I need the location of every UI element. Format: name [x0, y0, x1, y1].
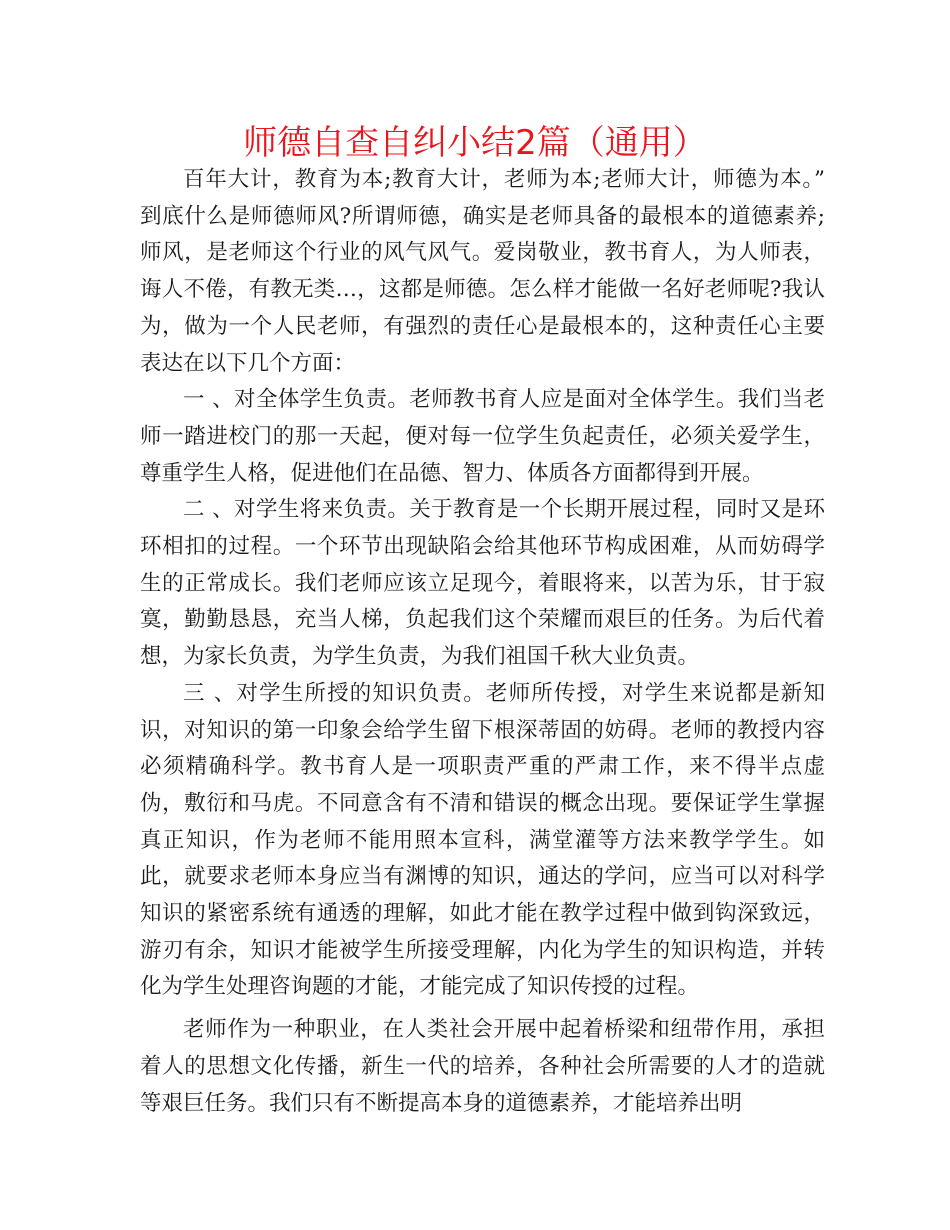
document-title: 师德自查自纠小结2篇（通用）: [243, 123, 707, 163]
paragraph-closing: 老师作为一种职业，在人类社会开展中起着桥梁和纽带作用，承担着人的思想文化传播，新生一代的培养，各种社会所需要的人才的造就等艰巨任务。我们只有不断提高本身的道德素养，才能培养出明: [140, 1017, 825, 1116]
document-body: [140, 162, 825, 1122]
paragraph-point-3: 三 、对学生所授的知识负责。老师所传授，对学生来说都是新知识，对知识的第一印象会给学生留下根深蒂固的妨碍。老师的教授内容必须精确科学。教书育人是一项职责严重的严肃工作，来不得半点虚伪，敷衍和马虎。不同意含有不清和错误的概念出现。要保证学生掌握真正知识，作为老师不能用照本宣科，满堂灌等方法来教学学生。如此，就要求老师本身应当有渊博的知识，通达的学问，应当可以对科学知识的紧密系统有通透的理解，如此才能在教学过程中做到钩深致远，游刃有余，知识才能被学生所接受理解，内化为学生的知识构造，并转化为学生处理咨询题的才能，才能完成了知识传授的过程。: [140, 680, 825, 1000]
paragraph-intro: 百年大计，教育为本;教育大计，老师为本;老师大计，师德为本。” 到底什么是师德师风?所谓师德，确实是老师具备的最根本的道德素养;师风，是老师这个行业的风气风气。爱岗敬业，教书育人，为人师表，诲人不倦，有教无类…，这都是师德。怎么样才能做一名好老师呢?我认为，做为一个人民老师，有强烈的责任心是最根本的，这种责任心主要表达在以下几个方面：: [140, 167, 825, 376]
paragraph-point-2: 二 、对学生将来负责。关于教育是一个长期开展过程，同时又是环环相扣的过程。一个环节出现缺陷会给其他环节构成困难，从而妨碍学生的正常成长。我们老师应该立足现今，着眼将来，以苦为乐，甘于寂寞，勤勤恳恳，充当人梯，负起我们这个荣耀而艰巨的任务。为后代着想，为家长负责，为学生负责，为我们祖国千秋大业负责。: [140, 497, 825, 670]
paragraph-point-1: 一 、对全体学生负责。老师教书育人应是面对全体学生。我们当老师一踏进校门的那一天起，便对每一位学生负起责任，必须关爱学生，尊重学生人格，促进他们在品德、智力、体质各方面都得到开展。: [140, 387, 825, 486]
